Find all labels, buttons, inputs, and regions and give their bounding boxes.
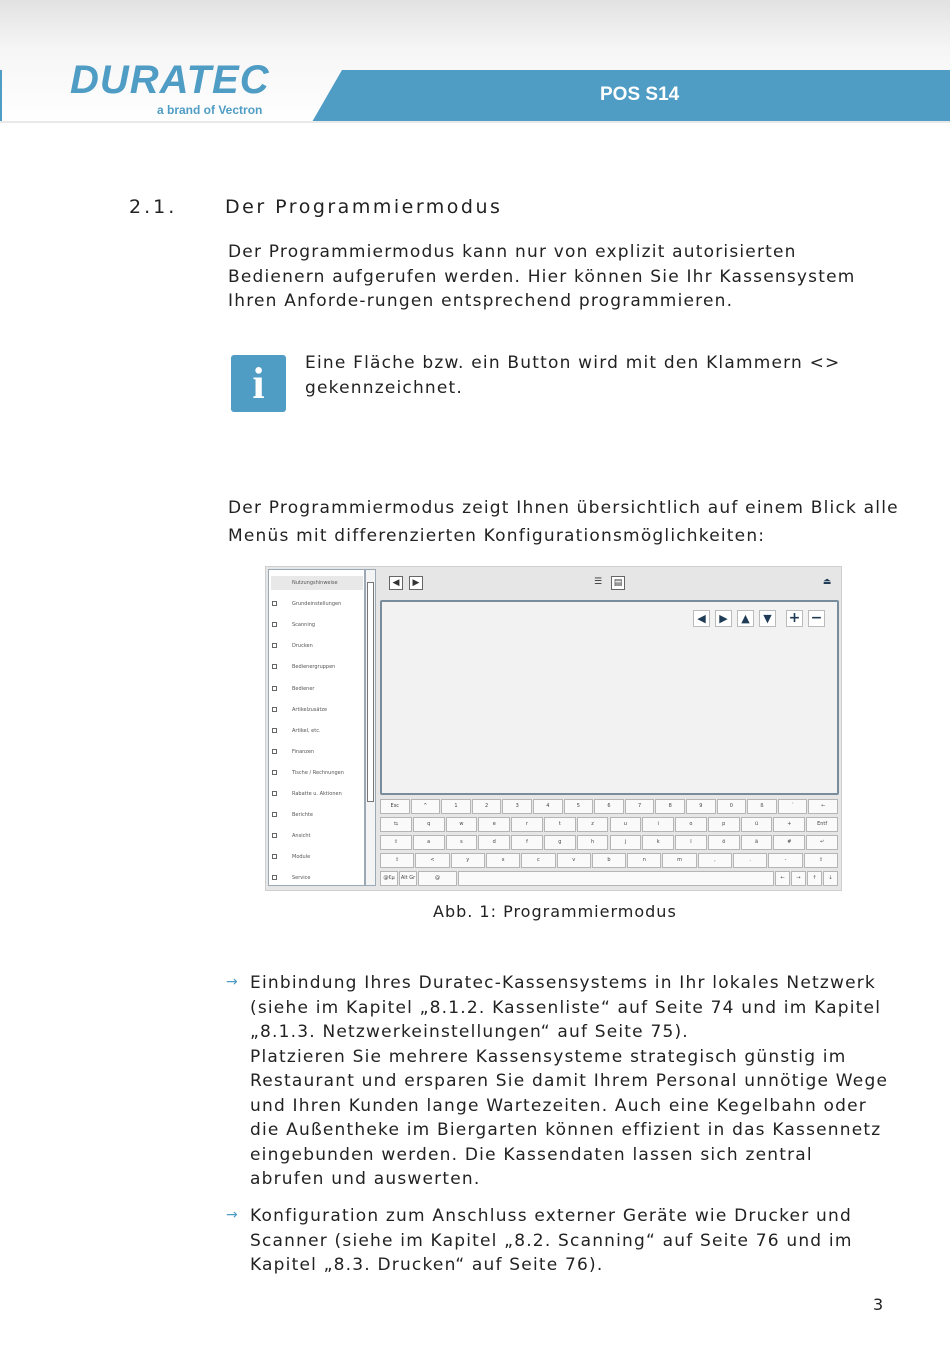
keyboard-key: c [521,853,555,868]
menu-tree-item [271,850,363,864]
up-arrow-icon: ▲ [737,610,754,627]
keyboard-key: < [415,853,449,868]
keyboard-key: r [511,817,543,832]
keyboard-key: f [511,835,543,850]
keyboard-key: b [592,853,626,868]
keyboard-key: @ [418,871,457,886]
keyboard-key: a [413,835,445,850]
intro-paragraph: Der Programmiermodus kann nur von explizit autorisierten Bedienern aufgerufen werden. Hier können Sie Ihr Kassensystem Ihren Anforde-rungen entsprechend programmieren. [228,242,856,311]
keyboard-key: i [642,817,674,832]
exit-icon: ⏏ [822,577,832,587]
keyboard-row [380,871,839,887]
lead-paragraph: Der Programmiermodus zeigt Ihnen übersichtlich auf einem Blick alle Menüs mit differenzierten Konfigurationsmöglichkeiten: [228,498,899,546]
screenshot-toolbar [378,569,840,597]
down-arrow-icon: ▼ [759,610,776,627]
keyboard-icon: ▤ [611,576,625,590]
keyboard-key: ö [708,835,740,850]
keyboard-key: u [610,817,642,832]
back-icon: ◀ [389,576,403,590]
menu-tree [268,569,365,886]
arrow-key: ← [775,871,790,886]
menu-tree-item [271,766,363,780]
keyboard-key: 7 [625,799,655,814]
arrow-key: → [791,871,806,886]
keyboard-key: g [544,835,576,850]
keyboard-row [380,853,839,869]
keyboard-key: 8 [655,799,685,814]
keyboard-key: , [698,853,732,868]
expand-icon [272,749,277,754]
menu-tree-item [271,808,363,822]
keyboard-key: t [544,817,576,832]
bullet-arrow-icon: → [226,1207,238,1223]
menu-scrollbar [365,569,376,886]
on-screen-keyboard [380,799,839,887]
keyboard-key: ⇪ [380,835,412,850]
product-name: POS S14 [600,84,680,105]
expand-icon [272,854,277,859]
keyboard-key: ← [808,799,838,814]
keyboard-key: o [675,817,707,832]
text-align-icon: ☰ [593,577,603,587]
menu-tree-item-label: Artikel, etc. [292,727,321,734]
keyboard-key: 1 [441,799,471,814]
info-icon: i [231,355,286,412]
keyboard-key: y [451,853,485,868]
brand-logo: DURATEC [70,58,270,102]
keyboard-key: 0 [717,799,747,814]
menu-tree-item [271,576,363,590]
expand-icon [272,643,277,648]
keyboard-key: 6 [594,799,624,814]
menu-tree-item-label: Bediener [292,685,315,692]
keyboard-key: e [478,817,510,832]
expand-icon [272,601,277,606]
keyboard-key: n [627,853,661,868]
menu-tree-item [271,682,363,696]
menu-tree-item-label: Service [292,875,311,882]
brand-tagline: a brand of Vectron [157,103,263,117]
keyboard-row [380,799,839,815]
menu-tree-item [271,618,363,632]
keyboard-key: ⇧ [380,853,414,868]
header-left-accent [0,70,2,122]
expand-icon [272,622,277,627]
bullet-devices: Konfiguration zum Anschluss externer Geräte wie Drucker und Scanner (siehe im Kapitel „8.2. Scanning“ auf Seite 76 und im Kapitel „8.3. Drucken“ auf Seite 76). [250,1206,853,1275]
keyboard-key: 4 [533,799,563,814]
info-note: Eine Fläche bzw. ein Button wird mit den Klammern <> gekennzeichnet. [305,353,841,398]
content-panel [380,600,839,795]
keyboard-key: # [773,835,805,850]
section-title: Der Programmiermodus [225,196,503,218]
keyboard-key: 3 [502,799,532,814]
keyboard-key: ´ [778,799,808,814]
forward-icon: ▶ [409,576,423,590]
expand-icon [272,791,277,796]
expand-icon [272,833,277,838]
keyboard-key: z [577,817,609,832]
keyboard-key: 5 [564,799,594,814]
keyboard-key: 9 [686,799,716,814]
menu-tree-item-label: Bedienergruppen [292,664,336,671]
keyboard-key: ^ [411,799,441,814]
menu-tree-item-label: Tische / Rechnungen [292,769,344,776]
menu-tree-item-label: Artikelzusätze [292,706,328,713]
menu-tree-item-label: Drucken [292,643,313,650]
keyboard-key: ⇧ [804,853,838,868]
bullet-arrow-icon: → [226,974,238,990]
keyboard-key: p [708,817,740,832]
menu-tree-item-label: Nutzungshinweise [292,580,338,586]
menu-tree-item [271,724,363,738]
keyboard-key: ü [741,817,773,832]
space-key [458,871,774,886]
keyboard-key: l [675,835,707,850]
arrow-key: ↑ [807,871,822,886]
keyboard-key: Esc [380,799,410,814]
keyboard-key: j [610,835,642,850]
keyboard-row [380,817,839,833]
expand-icon [272,770,277,775]
expand-icon [272,664,277,669]
menu-tree-item [271,660,363,674]
menu-tree-item-label: Rabatte u. Aktionen [292,791,342,797]
arrow-key: ↓ [823,871,838,886]
bullet-network: Einbindung Ihres Duratec-Kassensystems in Ihr lokales Netzwerk (siehe im Kapitel „8.1.2. Kassenliste“ auf Seite 74 und im Kapitel „8.1.3. Netzwerkeinstellungen“ auf Seite 75). Platzieren Sie mehrere Kassensysteme strategisch günstig im Restaurant und ersparen Sie damit Ihrem Personal unnötige Wege und Ihren Kunden lange Wartezeiten. Auch eine Kegelbahn oder die Außentheke im Biergarten können effizient in das Kassennetz eingebunden werden. Die Kassendaten lassen sich zentral abrufen und auswerten. [250,973,889,1189]
keyboard-key: Alt Gr [399,871,417,886]
menu-tree-item-label: Grundeinstellungen [292,601,342,608]
menu-tree-item-label: Berichte [292,812,313,819]
expand-icon [272,686,277,691]
keyboard-key: 2 [472,799,502,814]
scrollbar-thumb [367,582,374,802]
menu-tree-item [271,703,363,717]
keyboard-key: x [486,853,520,868]
left-arrow-icon: ◀ [693,610,710,627]
keyboard-row [380,835,839,851]
keyboard-key: v [557,853,591,868]
programming-mode-screenshot [265,566,842,891]
menu-tree-item [271,745,363,759]
expand-icon [272,812,277,817]
right-arrow-icon: ▶ [715,610,732,627]
keyboard-key: ä [741,835,773,850]
keyboard-key: - [768,853,802,868]
keyboard-key: Entf [806,817,838,832]
page-number: 3 [873,1295,884,1314]
menu-tree-item-label: Module [292,854,311,861]
keyboard-key: w [446,817,478,832]
menu-tree-item-label: Scanning [292,622,316,629]
keyboard-key: d [478,835,510,850]
minus-icon: − [808,610,825,627]
plus-icon: + [786,610,803,627]
keyboard-key: @€µ [380,871,398,886]
header-divider [0,121,950,123]
expand-icon [272,875,277,880]
menu-tree-item [271,597,363,611]
menu-tree-item [271,787,363,801]
expand-icon [272,728,277,733]
keyboard-key: s [446,835,478,850]
keyboard-key: ⇆ [380,817,412,832]
figure-caption: Abb. 1: Programmiermodus [433,902,677,921]
section-number: 2.1. [129,196,178,218]
keyboard-key: + [773,817,805,832]
menu-tree-item [271,639,363,653]
keyboard-key: ↵ [806,835,838,850]
menu-tree-item-label: Ansicht [292,833,311,840]
keyboard-key: q [413,817,445,832]
menu-tree-item-label: Finanzen [292,748,315,755]
menu-tree-item [271,829,363,843]
expand-icon [272,707,277,712]
keyboard-key: . [733,853,767,868]
keyboard-key: m [662,853,696,868]
keyboard-key: ß [747,799,777,814]
menu-tree-item [271,871,363,885]
keyboard-key: h [577,835,609,850]
keyboard-key: k [642,835,674,850]
